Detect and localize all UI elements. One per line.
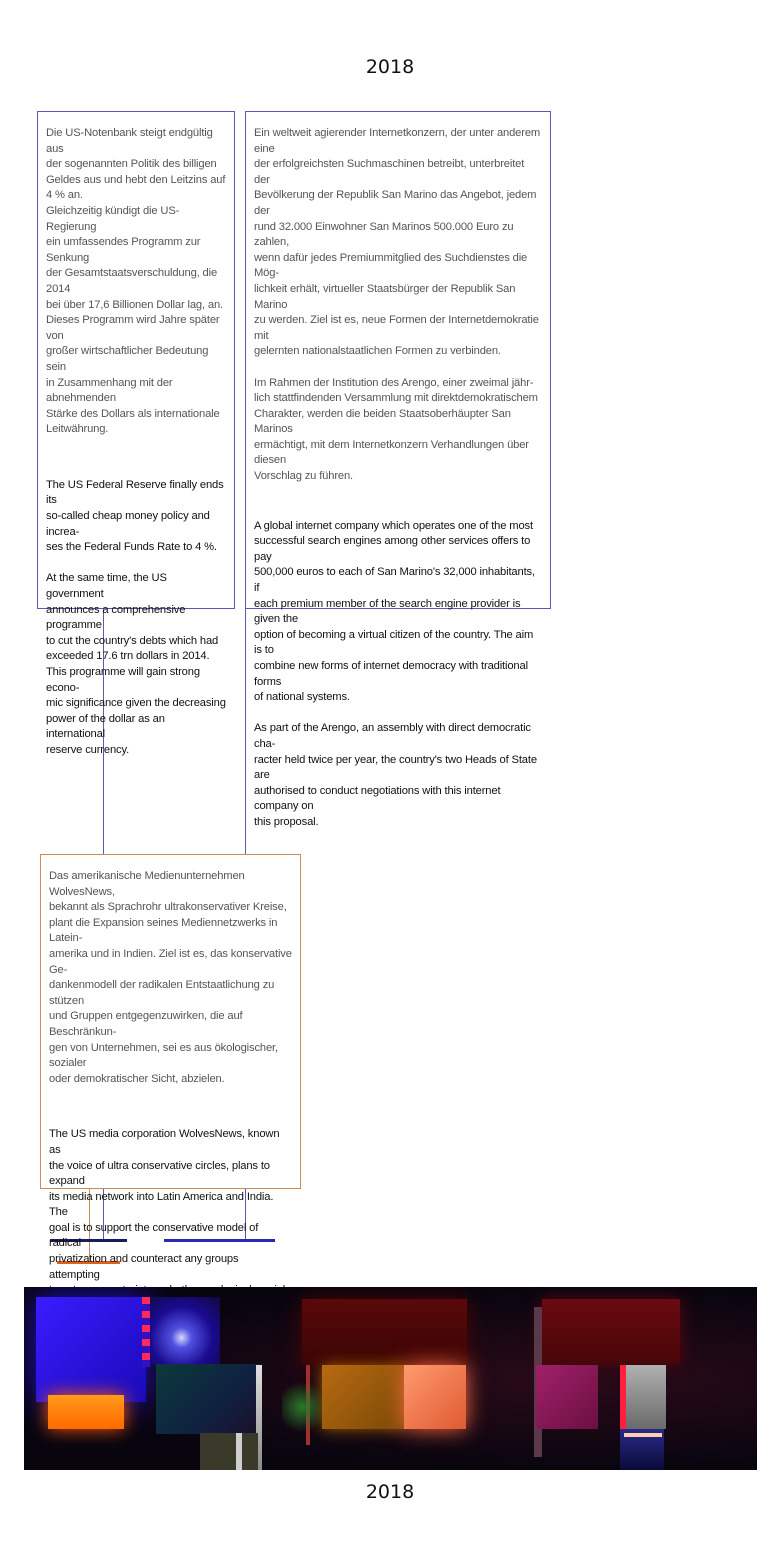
abstract-artwork-image <box>24 1287 757 1470</box>
year-heading-bottom: 2018 <box>365 1481 415 1503</box>
year-heading-top: 2018 <box>365 56 415 78</box>
text-english: The US Federal Reserve finally ends its so-called cheap money policy and increa- ses the Federal Funds Rate to 4 %. At the same time, the US government announces a comprehensive programme to cut the country's debts which had exceeded 17.6 trn dollars in 2014. This programme will gain strong econo- mic significance given the decreasing power of the dollar as an international reserve currency. <box>46 478 226 756</box>
event-box-wolvesnews <box>40 854 301 1281</box>
event-box-san-marino <box>245 111 551 828</box>
text-german: Das amerikanische Medienunternehmen WolvesNews, bekannt als Sprachrohr ultrakonservativer Kreise, plant die Expansion seines Mediennetzwerks in Latein- amerika und in Indien. Ziel ist es, das konservative Ge- dankenmodell der radikalen Entstaatlichung zu stützen und Gruppen entgegenzuwirken, die auf Beschränkun- gen von Unternehmen, sei es aus ökologischer, sozialer oder demokratischer Sicht, abzielen. <box>49 870 292 1085</box>
text-german: Die US-Notenbank steigt endgültig aus der sogenannten Politik des billigen Geldes aus und hebt den Leitzins auf 4 % an. Gleichzeitig kündigt die US-Regierung ein umfassendes Programm zur Senkung der Gesamtstaatsverschuldung, die 2014 bei über 17,6 Billionen Dollar lag, an. Dieses Programm wird Jahre später von großer wirtschaftlicher Bedeutung sein in Zusammenhang mit der abnehmenden Stärke des Dollars als internationale Leitwährung. <box>46 127 226 436</box>
event-box-us-federal-reserve <box>37 111 235 756</box>
text-german: Ein weltweit agierender Internetkonzern, der unter anderem eine der erfolgreichsten Suchmaschinen betreibt, unterbreitet der Bevölkerung der Republik San Marino das Angebot, jedem der rund 32.000 Einwohner San Marinos 500.000 Euro zu zahlen, wenn dafür jedes Premiummitglied des Suchdienstes die Mög- lichkeit erhält, virtueller Staatsbürger der Republik San Marino zu werden. Ziel ist es, neue Formen der Internetdemokratie mit gelernten nationalstaatlichen Formen zu verbinden. Im Rahmen der Institution des Arengo, einer zweimal jähr- lich stattfindenden Versammlung mit direktdemokratischem Charakter, werden die beiden Staatsoberhäupter San Marinos ermächtigt, mit dem Internetkonzern Verhandlungen über diesen Vorschlag zu führen. <box>254 127 541 483</box>
text-english: The US media corporation WolvesNews, known as the voice of ultra conservative circles, plans to expand its media network into Latin America and India. The goal is to support the conservative model of radical privatization and counteract any groups attempting <box>49 1128 280 1281</box>
text-english: A global internet company which operates one of the most successful search engines among other services offers to pay 500,000 euros to each of San Marino's 32,000 inhabitants, if each premium member of the search engine provider is given the option of becoming a virtual citizen of the country. The aim is to combine new forms of internet democracy with traditional forms of national systems. As part of the Arengo, an assembly with direct democratic cha- racter held twice per year, the country's two Heads of State are authorised to conduct negotiations with this internet company on this proposal. <box>254 519 537 828</box>
